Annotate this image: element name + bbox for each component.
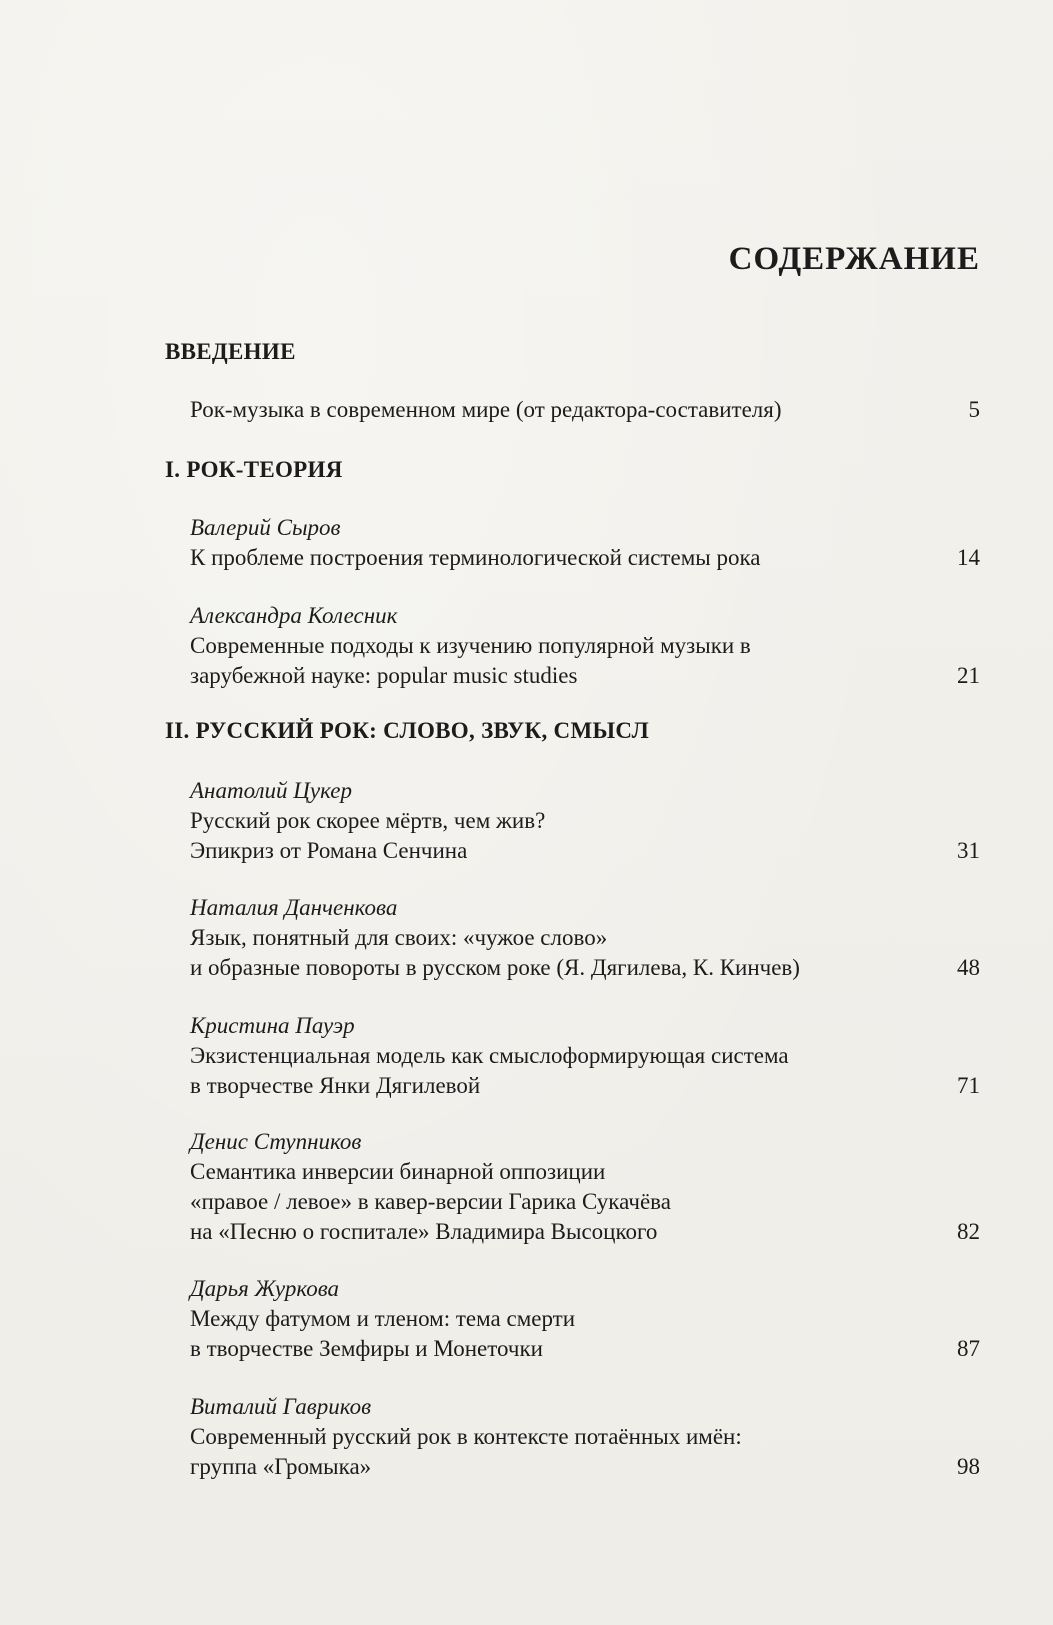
- toc-entry: [190, 1011, 1015, 1101]
- entry-author: Виталий Гавриков: [190, 1394, 372, 1419]
- entry-author: Валерий Сыров: [190, 515, 341, 540]
- entry-page-number: 14: [957, 545, 980, 570]
- entry-title: на «Песню о госпитале» Владимира Высоцкого: [190, 1219, 658, 1244]
- section-heading-russian-rock: II. РУССКИЙ РОК: СЛОВО, ЗВУК, СМЫСЛ: [165, 718, 650, 743]
- entry-title: Экзистенциальная модель как смыслоформирующая система: [190, 1043, 789, 1068]
- entry-page-number: 31: [957, 838, 980, 863]
- entry-title: Язык, понятный для своих: «чужое слово»: [190, 925, 608, 950]
- toc-entry: [190, 1127, 1015, 1247]
- entry-title: «правое / левое» в кавер-версии Гарика Сукачёва: [190, 1189, 671, 1214]
- toc-entry: [190, 1274, 1015, 1364]
- entry-author: Наталия Данченкова: [190, 895, 398, 920]
- entry-title: и образные повороты в русском роке (Я. Дягилева, К. Кинчев): [190, 955, 800, 980]
- entry-title: Современные подходы к изучению популярной музыки в: [190, 633, 751, 658]
- entry-title: Современный русский рок в контексте потаённых имён:: [190, 1424, 742, 1449]
- section-heading-intro: ВВЕДЕНИЕ: [165, 339, 296, 364]
- entry-title: группа «Громыка»: [190, 1454, 372, 1479]
- entry-page-number: 71: [957, 1073, 980, 1098]
- entry-page-number: 48: [957, 955, 980, 980]
- entry-page-number: 21: [957, 663, 980, 688]
- entry-page-number: 82: [957, 1219, 980, 1244]
- toc-entry: [190, 776, 1015, 866]
- entry-author: Денис Ступников: [190, 1129, 362, 1154]
- entry-title: зарубежной науке: popular music studies: [190, 663, 578, 688]
- entry-author: Анатолий Цукер: [190, 778, 352, 803]
- entry-author: Дарья Журкова: [190, 1276, 340, 1301]
- toc-entry: [190, 1392, 1015, 1482]
- toc-entry: [190, 601, 1015, 691]
- toc-entry: [190, 893, 1015, 983]
- entry-title: К проблеме построения терминологической системы рока: [190, 545, 761, 570]
- entry-author: Александра Колесник: [190, 603, 398, 628]
- entry-page-number: 5: [968, 397, 980, 422]
- entry-title: Между фатумом и тленом: тема смерти: [190, 1306, 576, 1331]
- entry-title: в творчестве Янки Дягилевой: [190, 1073, 481, 1098]
- entry-page-number: 87: [957, 1336, 980, 1361]
- entry-title: Семантика инверсии бинарной оппозиции: [190, 1159, 606, 1184]
- entry-title: Русский рок скорее мёртв, чем жив?: [190, 808, 546, 833]
- entry-title: в творчестве Земфиры и Монеточки: [190, 1336, 543, 1361]
- entry-title: Рок-музыка в современном мире (от редактора-составителя): [190, 397, 782, 422]
- toc-entry: [190, 513, 1015, 573]
- entry-author: Кристина Пауэр: [190, 1013, 355, 1038]
- toc-entry: [190, 395, 1015, 425]
- entry-title: Эпикриз от Романа Сенчина: [190, 838, 468, 863]
- section-heading-rock-theory: I. РОК-ТЕОРИЯ: [165, 457, 343, 482]
- entry-page-number: 98: [957, 1454, 980, 1479]
- page-title: СОДЕРЖАНИЕ: [728, 241, 980, 277]
